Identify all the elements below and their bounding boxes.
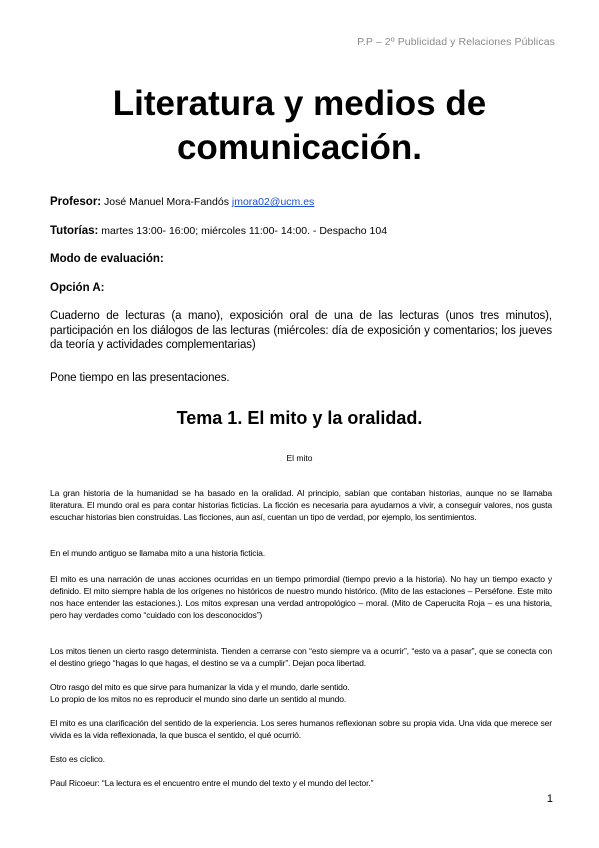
document-title <box>40 82 559 170</box>
paragraph-9: Paul Ricoeur: “La lectura es el encuentro entre el mundo del texto y el mundo del lector.” <box>50 778 374 788</box>
opcion-a-label: Opción A: <box>50 282 105 294</box>
tema-subheading: El mito <box>286 453 313 463</box>
profesor-label: Profesor: <box>50 196 102 208</box>
paragraph-7: El mito es una clarificación del sentido de la experiencia. Los seres humanos reflexionan sobre su propia vida. Una vida que merece ser vivida es la vida reflexionada, la que busca el sentido, el qué ocurrió. <box>50 718 552 740</box>
tutorias-line <box>50 225 387 237</box>
title-line-1: Literatura y medios de <box>112 84 487 123</box>
paragraph-1: La gran historia de la humanidad se ha basado en la oralidad. Al principio, sabían que contaban historias, aunque no se llamaba literatura. El mundo oral es para contar historias ficticias. La ficción es necesaria para ayudarnos a vivir, a conseguir valores, nos gusta escuchar historias bien construidas. Las ficciones, aun así, cuentan un tipo de verdad, por ejemplo, los sentimientos. <box>50 488 552 522</box>
paragraph-6: Lo propio de los mitos no es reproducir el mundo sino darle un sentido al mundo. <box>50 694 347 704</box>
paragraph-4: Los mitos tienen un cierto rasgo determinista. Tienden a cerrarse con “esto siempre va a ocurrir”, “esto va a pasar”, que se conecta con el destino griego “hagas lo que hagas, el destino se va a cumplir”. Dejan poca libertad. <box>50 646 552 668</box>
page-number: 1 <box>546 793 553 805</box>
title-line-2: comunicación. <box>176 128 423 167</box>
paragraph-3: El mito es una narración de unas acciones ocurridas en un tiempo primordial (tiempo previo a la historia). No hay un tiempo exacto y definido. El mito siempre habla de los orígenes no históricos de nuestro mundo histórico. (Mito de las estaciones – Perséfone. Este mito nos hace entender las estaciones.). Los mitos expresan una verdad antropológico – moral. (Mito de Caperucita Roja – es una historia, pero hay verdades como “cuidado con los desconocidos”) <box>50 574 552 620</box>
profesor-email-link[interactable]: jmora02@ucm.es <box>231 196 315 208</box>
tutorias-text: martes 13:00- 16:00; miércoles 11:00- 14:00. - Despacho 104 <box>101 225 388 237</box>
profesor-line <box>50 196 314 208</box>
paragraph-2: En el mundo antiguo se llamaba mito a una historia ficticia. <box>50 548 266 558</box>
evaluacion-label: Modo de evaluación: <box>50 253 164 265</box>
evaluacion-line <box>50 253 164 265</box>
opcion-a-line <box>50 282 105 294</box>
pone-tiempo-text: Pone tiempo en las presentaciones. <box>50 372 230 384</box>
opcion-a-description: Cuaderno de lecturas (a mano), exposición oral de una de las lecturas (unos tres minutos), participación en los diálogos de las lecturas (miércoles: día de exposición y comentarios; los jueves da teoría y actividades complementarias) <box>50 310 552 351</box>
paragraph-5: Otro rasgo del mito es que sirve para humanizar la vida y el mundo, darle sentido. <box>50 682 350 692</box>
paragraph-8: Esto es cíclico. <box>50 754 105 764</box>
course-header-note: P.P – 2º Publicidad y Relaciones Públicas <box>357 36 555 48</box>
profesor-name: José Manuel Mora-Fandós <box>104 196 229 208</box>
tema-heading: Tema 1. El mito y la oralidad. <box>176 408 423 428</box>
tutorias-label: Tutorías: <box>50 225 99 237</box>
